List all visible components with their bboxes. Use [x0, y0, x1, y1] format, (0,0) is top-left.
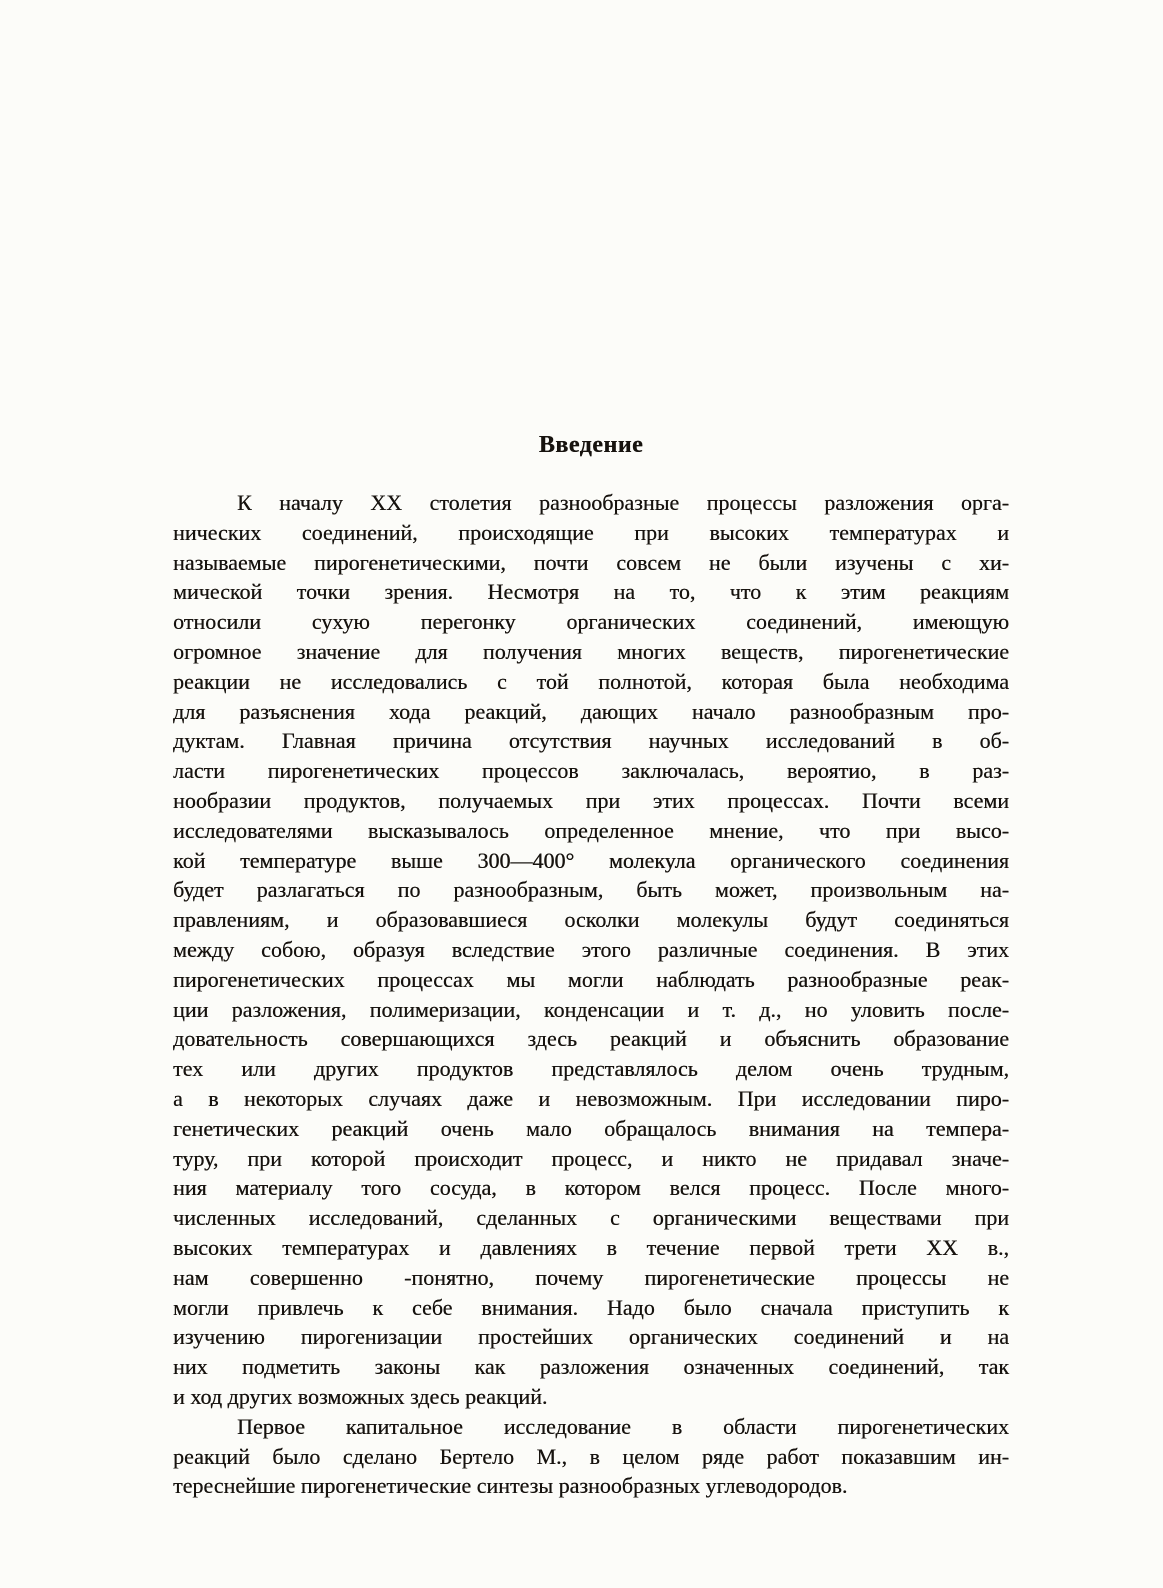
text-line: дуктам. Главная причина отсутствия научных исследований в об- [173, 728, 1009, 754]
text-line: них подметить законы как разложения означенных соединений, так [173, 1354, 1009, 1380]
paragraph-intro-1 [173, 488, 1009, 1412]
text-line: изучению пирогенизации простейших органических соединений и на [173, 1324, 1009, 1350]
text-line: между собою, образуя вследствие этого различные соединения. В этих [173, 936, 1009, 962]
text-line: высоких температурах и давлениях в течение первой трети XX в., [173, 1234, 1009, 1260]
text-line: пирогенетических процессах мы могли наблюдать разнообразные реак- [173, 966, 1009, 992]
text-line: довательность совершающихся здесь реакций и объяснить образование [173, 1026, 1009, 1052]
text-line: для разъяснения хода реакций, дающих начало разнообразным про- [173, 698, 1009, 724]
text-line: а в некоторых случаях даже и невозможным. При исследовании пиро- [173, 1085, 1009, 1111]
text-line: мической точки зрения. Несмотря на то, что к этим реакциям [173, 579, 1009, 605]
text-line: огромное значение для получения многих веществ, пирогенетические [173, 638, 1009, 664]
text-line: относили сухую перегонку органических соединений, имеющую [173, 609, 1009, 635]
paragraph-intro-2 [173, 1412, 1009, 1501]
text-line: ния материалу того сосуда, в котором велся процесс. После много- [173, 1175, 1009, 1201]
text-line: численных исследований, сделанных с органическими веществами при [173, 1205, 1009, 1231]
text-line: правлениям, и образовавшиеся осколки молекулы будут соединяться [173, 907, 1009, 933]
text-line: реакции не исследовались с той полнотой, которая была необходима [173, 668, 1009, 694]
text-line: будет разлагаться по разнообразным, быть может, произвольным на- [173, 877, 1009, 903]
text-line: ласти пирогенетических процессов заключалась, вероятио, в раз- [173, 758, 1009, 784]
text-line: тех или других продуктов представлялось делом очень трудным, [173, 1056, 1009, 1082]
text-line: тереснейшие пирогенетические синтезы разнообразных углеводородов. [173, 1473, 848, 1499]
text-line: нообразии продуктов, получаемых при этих процессах. Почти всеми [173, 787, 1009, 813]
text-line: генетических реакций очень мало обращалось внимания на темпера- [173, 1115, 1009, 1141]
text-line: нических соединений, происходящие при высоких температурах и [173, 519, 1009, 545]
text-line: реакций было сделано Бертело М., в целом ряде работ показавшим ин- [173, 1443, 1009, 1469]
text-line: исследователями высказывалось определенное мнение, что при высо- [173, 817, 1009, 843]
text-line: называемые пирогенетическими, почти совсем не были изучены с хи- [173, 549, 1009, 575]
text-line: Первое капитальное исследование в области пирогенетических [237, 1413, 1009, 1439]
text-line: нам совершенно -понятно, почему пирогенетические процессы не [173, 1264, 1009, 1290]
text-line: могли привлечь к себе внимания. Надо было сначала приступить к [173, 1294, 1009, 1320]
text-line: К началу XX столетия разнообразные процессы разложения орга- [237, 490, 1009, 515]
text-block [173, 488, 1009, 1501]
text-line: туру, при которой происходит процесс, и никто не придавал значе- [173, 1145, 1009, 1171]
text-line: кой температуре выше 300—400° молекула органического соединения [173, 847, 1009, 873]
text-line: ции разложения, полимеризации, конденсации и т. д., но уловить после- [173, 996, 1009, 1022]
text-line: и ход других возможных здесь реакций. [173, 1383, 548, 1409]
page-title: Введение [538, 432, 644, 458]
